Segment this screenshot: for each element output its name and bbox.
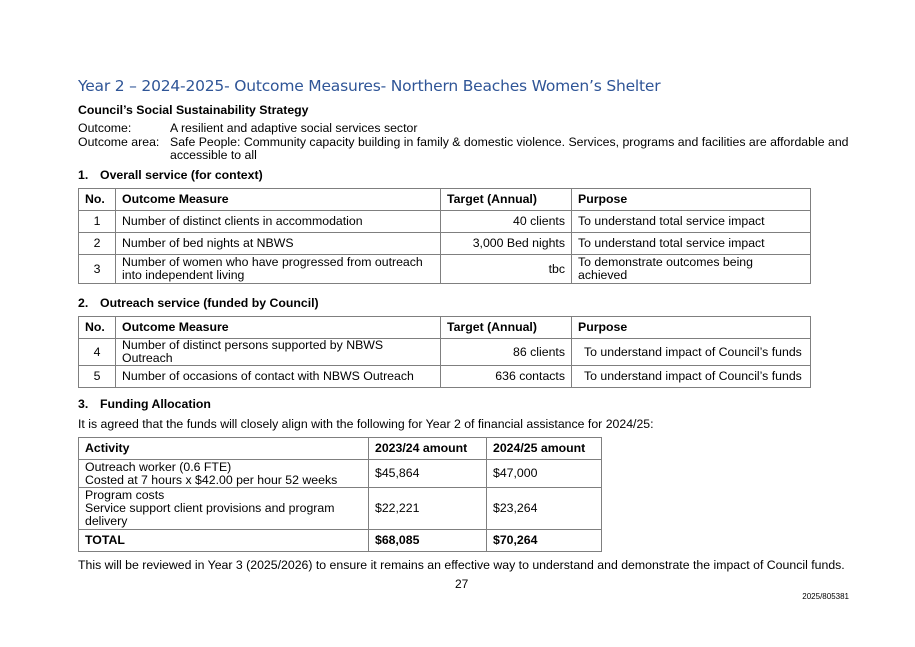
cell-purpose: To understand impact of Council’s funds xyxy=(572,366,811,388)
activity-line: Program costs xyxy=(85,488,165,502)
cell-purpose: To understand total service impact xyxy=(572,233,811,255)
cell-measure-line: Number of women who have progressed from outreach xyxy=(122,255,423,269)
col-header-2023-24: 2023/24 amount xyxy=(369,438,487,460)
section-title: Outreach service (funded by Council) xyxy=(100,296,319,310)
col-header-measure: Outcome Measure xyxy=(116,317,441,339)
table-header-row xyxy=(79,189,811,211)
cell-purpose: To demonstrate outcomes being achieved xyxy=(572,255,811,284)
outreach-service-table xyxy=(78,316,811,388)
overall-service-table xyxy=(78,188,811,284)
cell-amount-2023-24: $45,864 xyxy=(369,460,487,488)
total-row xyxy=(79,530,602,552)
cell-purpose: To understand impact of Council’s funds xyxy=(572,339,811,366)
funding-allocation-table xyxy=(78,437,602,552)
cell-amount-2023-24: $22,221 xyxy=(369,488,487,530)
cell-measure: Number of distinct clients in accommodation xyxy=(116,211,441,233)
section-number: 3. xyxy=(78,397,89,411)
col-header-no: No. xyxy=(79,189,116,211)
col-header-activity: Activity xyxy=(79,438,369,460)
cell-measure: Number of bed nights at NBWS xyxy=(116,233,441,255)
section-3-heading xyxy=(78,397,211,411)
table-header-row xyxy=(79,438,602,460)
cell-measure xyxy=(116,255,441,284)
col-header-purpose: Purpose xyxy=(572,189,811,211)
cell-measure: Number of distinct persons supported by NBWS Outreach xyxy=(116,339,441,366)
strategy-heading: Council’s Social Sustainability Strategy xyxy=(78,103,309,117)
funding-intro-text: It is agreed that the funds will closely align with the following for Year 2 of financial assistance for 2024/25: xyxy=(78,417,654,431)
cell-target: 636 contacts xyxy=(441,366,572,388)
col-header-measure: Outcome Measure xyxy=(116,189,441,211)
table-row xyxy=(79,339,811,366)
table-header-row xyxy=(79,317,811,339)
cell-activity xyxy=(79,460,369,488)
section-number: 2. xyxy=(78,296,89,310)
cell-no: 4 xyxy=(79,339,116,366)
total-label: TOTAL xyxy=(79,530,369,552)
table-row xyxy=(79,488,602,530)
cell-activity xyxy=(79,488,369,530)
section-2-heading xyxy=(78,296,319,310)
outcome-area-label: Outcome area: xyxy=(78,135,160,149)
table-row xyxy=(79,460,602,488)
activity-line: Outreach worker (0.6 FTE) xyxy=(85,459,232,474)
activity-line: Service support client provisions and program xyxy=(85,501,335,515)
outcome-value: A resilient and adaptive social services sector xyxy=(170,121,418,135)
section-1-heading xyxy=(78,168,263,182)
cell-measure: Number of occasions of contact with NBWS Outreach xyxy=(116,366,441,388)
col-header-purpose: Purpose xyxy=(572,317,811,339)
cell-target: 86 clients xyxy=(441,339,572,366)
table-row xyxy=(79,211,811,233)
outcome-area-value: Safe People: Community capacity building in family & domestic violence. Services, programs and facilities are affordable and xyxy=(170,135,849,149)
table-row xyxy=(79,255,811,284)
cell-no: 3 xyxy=(79,255,116,284)
col-header-target: Target (Annual) xyxy=(441,189,572,211)
cell-amount-2024-25: $23,264 xyxy=(487,488,602,530)
cell-no: 5 xyxy=(79,366,116,388)
cell-no: 1 xyxy=(79,211,116,233)
outcome-label: Outcome: xyxy=(78,121,132,135)
outcome-area-value-cont: accessible to all xyxy=(170,148,257,162)
cell-no: 2 xyxy=(79,233,116,255)
cell-purpose: To understand total service impact xyxy=(572,211,811,233)
cell-target: tbc xyxy=(441,255,572,284)
col-header-target: Target (Annual) xyxy=(441,317,572,339)
cell-amount-2024-25: $47,000 xyxy=(487,460,602,488)
review-note: This will be reviewed in Year 3 (2025/2026) to ensure it remains an effective way to understand and demonstrate the impact of Council funds. xyxy=(78,558,845,572)
document-id: 2025/805381 xyxy=(802,592,849,601)
page-number: 27 xyxy=(455,577,469,591)
section-title: Funding Allocation xyxy=(100,397,211,411)
cell-target: 40 clients xyxy=(441,211,572,233)
cell-measure-line: into independent living xyxy=(122,268,245,282)
section-title: Overall service (for context) xyxy=(100,168,263,182)
col-header-2024-25: 2024/25 amount xyxy=(487,438,602,460)
table-row xyxy=(79,233,811,255)
cell-target: 3,000 Bed nights xyxy=(441,233,572,255)
col-header-no: No. xyxy=(79,317,116,339)
activity-line: Costed at 7 hours x $42.00 per hour 52 weeks xyxy=(85,472,338,487)
section-number: 1. xyxy=(78,168,89,182)
activity-line: delivery xyxy=(85,514,128,528)
total-2023-24: $68,085 xyxy=(369,530,487,552)
table-row xyxy=(79,366,811,388)
page-title: Year 2 – 2024-2025- Outcome Measures- Northern Beaches Women’s Shelter xyxy=(78,77,661,95)
total-2024-25: $70,264 xyxy=(487,530,602,552)
